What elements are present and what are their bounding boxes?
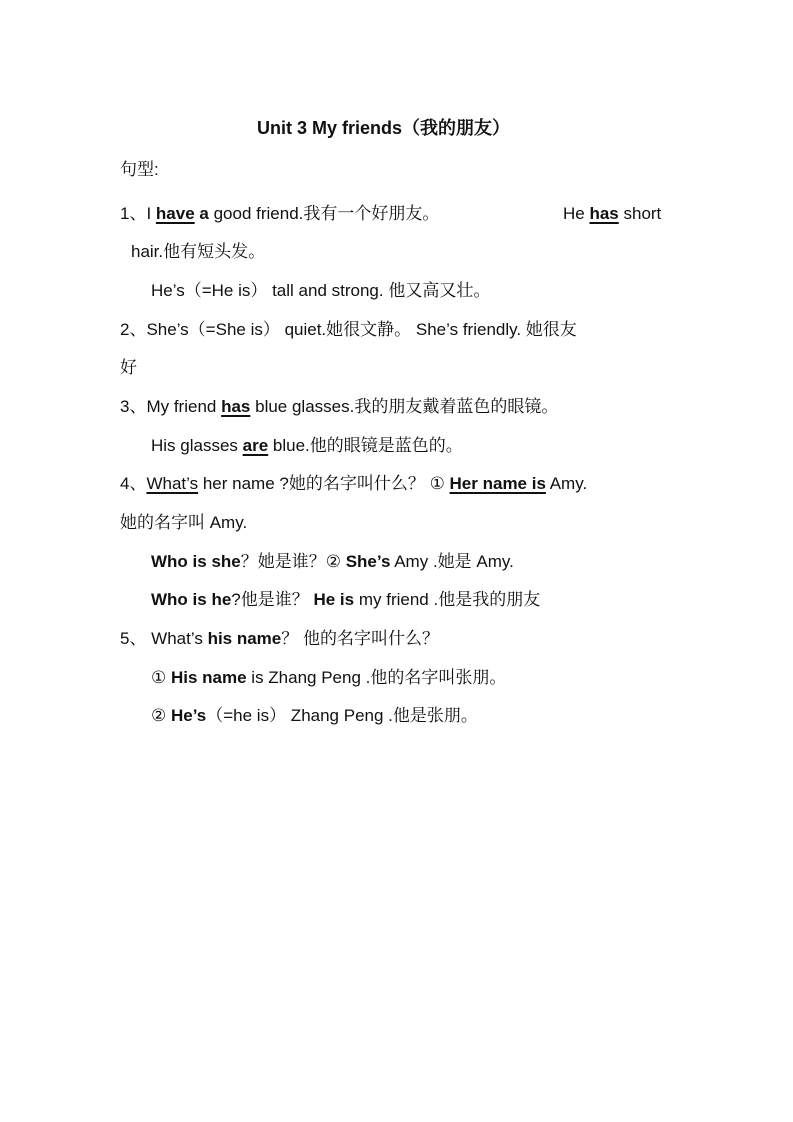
sentence-2-line-2: 好 [120,358,137,377]
sentence-1-line-2: hair.他有短头发。 [131,242,266,261]
sentence-2-line-1: 2、She’s（=She is） quiet.她很文静。 She’s friendly. 她很友 [120,320,577,339]
text: blue glasses.我的朋友戴着蓝色的眼镜。 [250,397,559,416]
text: short [618,204,662,223]
keyword: Her name is [449,474,546,493]
item-number: 4、 [120,474,147,493]
text: I [146,204,156,223]
text: 3、My friend [120,397,222,416]
text: her name ?她的名字叫什么？ ① [198,474,450,493]
text: ② [151,706,171,725]
keyword: What’s [146,474,199,493]
keyword: His name [170,668,247,687]
keyword: a [199,204,209,223]
keyword: his name [207,629,282,648]
keyword: Who is she [151,552,241,571]
item-number: 1、 [120,204,147,223]
sentence-4-line-1 [120,473,587,495]
sentence-5-line-1 [120,628,439,650]
keyword: has [589,204,619,223]
keyword: He is [313,590,355,609]
sentence-4-line-4 [151,589,540,611]
sentence-5-line-2 [151,667,506,689]
text: His glasses [151,436,243,455]
keyword: are [242,436,269,455]
text: Amy .她是 Amy. [390,552,514,571]
page-title: Unit 3 My friends（我的朋友） [257,118,511,138]
text: ① [151,668,171,687]
keyword: Who is he [151,590,232,609]
sentence-5-line-3 [151,705,478,727]
text: blue.他的眼镜是蓝色的。 [268,436,463,455]
sentence-1-line-1b [563,203,661,225]
sentence-1-line-3: He’s（=He is） tall and strong. 他又高又壮。 [151,281,491,300]
text: ？ 他的名字叫什么？ [281,629,439,648]
text: good friend.我有一个好朋友。 [208,204,440,223]
text: ？她是谁？② [240,552,346,571]
sentence-3-line-1 [120,396,558,418]
sentence-4-line-3 [151,551,514,573]
section-label: 句型: [120,160,159,179]
text: 5、 What’s [120,629,208,648]
keyword: He’s [170,706,207,725]
text: ?他是谁？ [231,590,314,609]
text: is Zhang Peng .他的名字叫张朋。 [246,668,507,687]
text: He [563,204,590,223]
keyword: She’s [345,552,391,571]
sentence-4-line-2: 她的名字叫 Amy. [120,513,248,532]
text: （=he is） Zhang Peng .他是张朋。 [206,706,478,725]
sentence-1-line-1 [120,203,439,225]
keyword: has [221,397,251,416]
text: Amy. [545,474,588,493]
keyword: have [155,204,195,223]
text: my friend .他是我的朋友 [354,590,541,609]
sentence-3-line-2 [151,435,463,457]
